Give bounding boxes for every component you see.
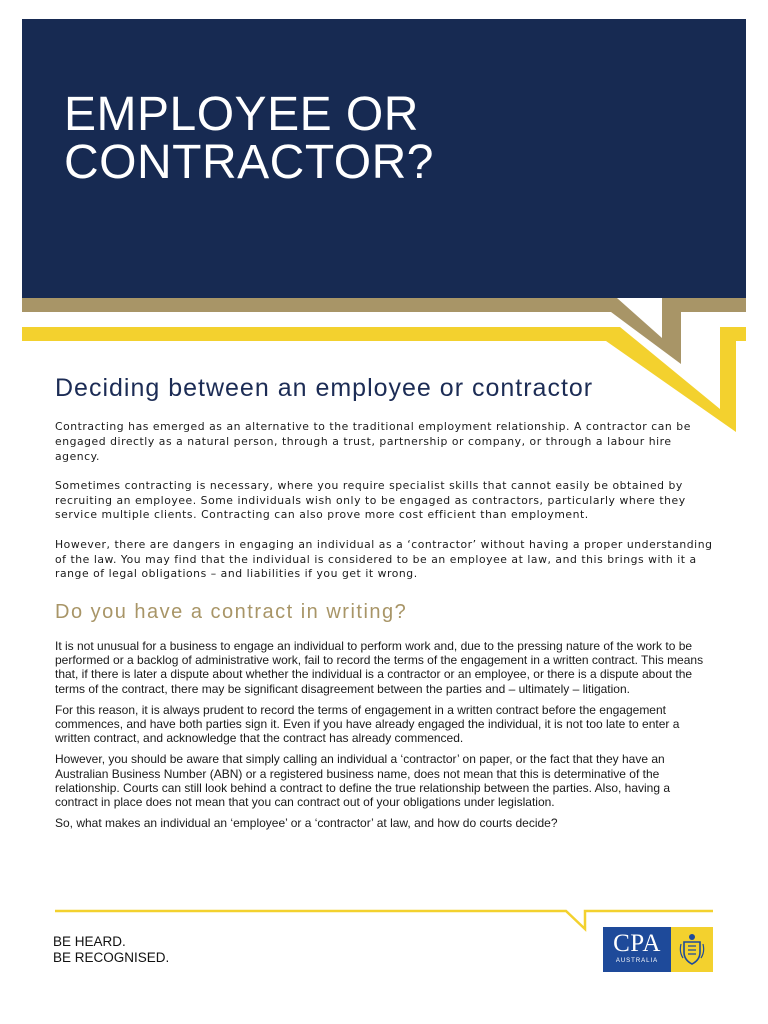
page-title-line-2: CONTRACTOR? — [64, 136, 434, 189]
paragraph: For this reason, it is always prudent to record the terms of engagement in a written contract before the engagement commences, and have both parties sign it. Even if you have already engaged the individual, it is not too late to enter a written contract, and acknowledge that the contract has already commenced. — [55, 702, 680, 746]
paragraph: Sometimes contracting is necessary, where you require specialist skills that cannot easily be obtained by recruiting an employee. Some individuals wish only to be engaged as contractors, particularly where they service multiple clients. Contracting can also prove more cost efficient than employment. — [55, 478, 686, 522]
cpa-australia-logo — [603, 927, 713, 972]
logo-crest-panel — [671, 927, 713, 972]
paragraph: However, there are dangers in engaging an individual as a ‘contractor’ without having a proper understanding of the law. You may find that the individual is considered to be an employee at law, and this brings with it a range of legal obligations – and liabilities if you get it wrong. — [55, 537, 713, 581]
paragraph: However, you should be aware that simply calling an individual a ‘contractor’ on paper, or the fact that they have an Australian Business Number (ABN) or a registered business name, does not mean that this is determinative of the relationship. Courts can still look behind a contract to define the true relationship between the parties. Also, having a contract in place does not mean that you can contract out of your obligations under legislation. — [55, 752, 671, 810]
paragraph: Contracting has emerged as an alternative to the traditional employment relationship. A contractor can be engaged directly as a natural person, through a trust, partnership or company, or through a labour hire agency. — [55, 420, 691, 463]
tagline-line-2: BE RECOGNISED. — [53, 950, 170, 965]
tagline-line-1: BE HEARD. — [53, 934, 126, 949]
section-body-contract — [55, 639, 715, 837]
crest-icon — [679, 932, 705, 967]
logo-subtext: AUSTRALIA — [615, 958, 659, 964]
logo-wordmark-panel — [603, 927, 671, 972]
section-body-deciding — [55, 420, 715, 597]
logo-wordmark: CPA — [613, 930, 661, 957]
page-title-line-1: EMPLOYEE OR — [64, 88, 419, 141]
section-heading-contract: Do you have a contract in writing? — [55, 601, 408, 623]
section-heading-deciding: Deciding between an employee or contractor — [55, 374, 594, 402]
tagline — [53, 934, 169, 966]
paragraph: It is not unusual for a business to engage an individual to perform work and, due to the pressing nature of the work to be performed or a backlog of administrative work, fail to record the terms of the engagement in a written contract. This means that, if there is later a dispute about whether the individual is a contractor or an employee, or there is a dispute about the terms of the contract, there may be significant disagreement between the parties and – ultimately – litigation. — [55, 639, 704, 696]
paragraph: So, what makes an individual an ‘employee’ or a ‘contractor’ at law, and how do courts decide? — [55, 816, 558, 831]
